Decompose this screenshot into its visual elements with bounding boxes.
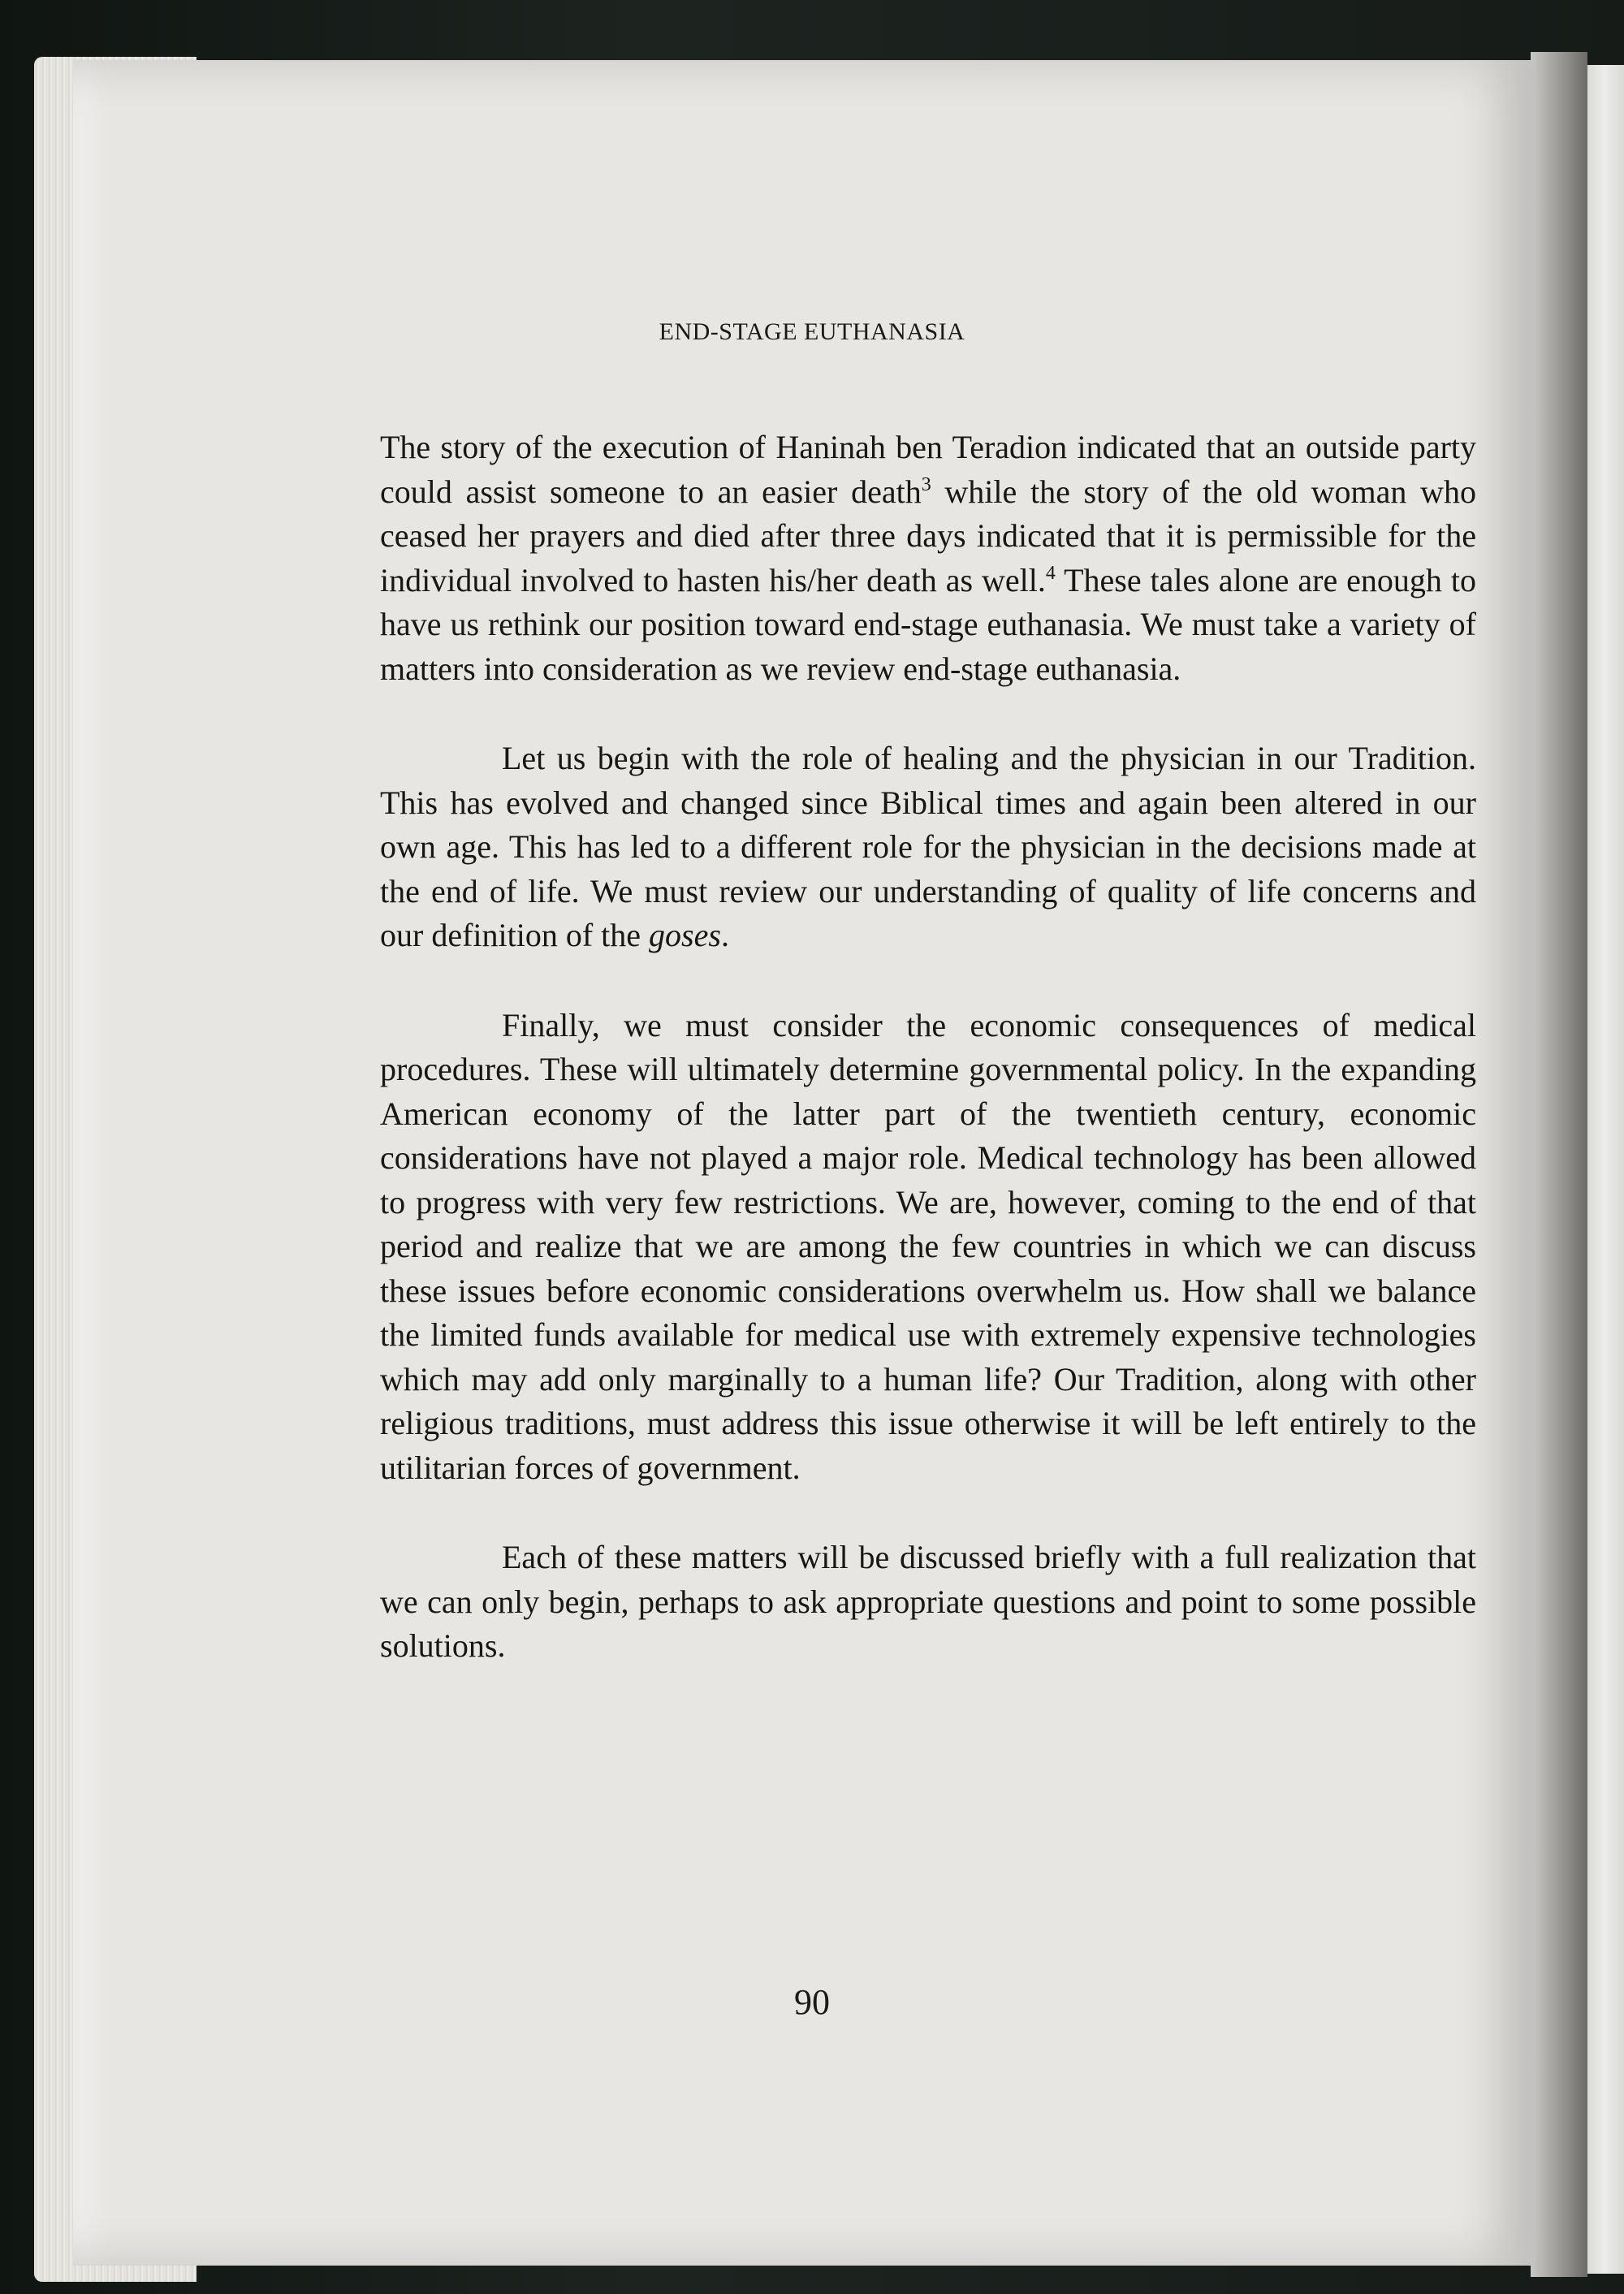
paragraph-text: Finally, we must consider the economic consequences of medical procedures. These will ultimately determine governmental policy. In the expanding American economy of the latter part of the twentieth century, economic considerations have not played a major role. Medical technology has been allowed to progress with very few restrictions. We are, however, coming to the end of that period and realize that we are among the few countries in which we can discuss these issues before economic considerations overwhelm us. How shall we balance the limited funds available for medical use with extremely expensive technologies which may add only marginally to a human life? Our Tradition, along with other religious traditions, must address this issue otherwise it will be left entirely to the utilitarian forces of government.: [380, 1006, 1476, 1486]
paragraph-text: These tales alone are enough to have us rethink our position toward end-stage euthanasia. We must take a variety of matters into consideration as we review end-stage euthanasia.: [380, 561, 1476, 687]
paragraph-text: Let us begin with the role of healing and the physician in our Tradition. This has evolved and changed since Biblical times and again been altered in our own age. This has led to a different role for the physician in the decisions made at the end of life. We must review our understanding of quality of life concerns and our definition of the: [380, 740, 1476, 953]
paragraph-3: [380, 1004, 1476, 1491]
footnote-marker: 3: [921, 473, 931, 495]
book-gutter: [1531, 52, 1587, 2277]
italic-term: goses: [649, 917, 721, 953]
paragraph-text: The story of the execution of Haninah ben Teradion indicated that an outside party could assist someone to an easier death: [380, 429, 1476, 510]
paragraph-4: [380, 1536, 1476, 1669]
page-number: 90: [794, 1982, 830, 2022]
paragraph-text: while the story of the old woman who ceased her prayers and died after three days indicated that it is permissible for the individual involved to hasten his/her death as well.: [380, 473, 1476, 598]
paragraph-1: [380, 426, 1476, 691]
footnote-marker: 4: [1045, 562, 1056, 584]
paragraph-text: Each of these matters will be discussed briefly with a full realization that we can only begin, perhaps to ask appropriate questions and point to some possible solutions.: [380, 1539, 1476, 1664]
paragraph-text: .: [720, 917, 729, 953]
running-head: END-STAGE EUTHANASIA: [659, 318, 965, 345]
body-text: [380, 426, 1476, 1669]
paragraph-2: [380, 737, 1476, 958]
